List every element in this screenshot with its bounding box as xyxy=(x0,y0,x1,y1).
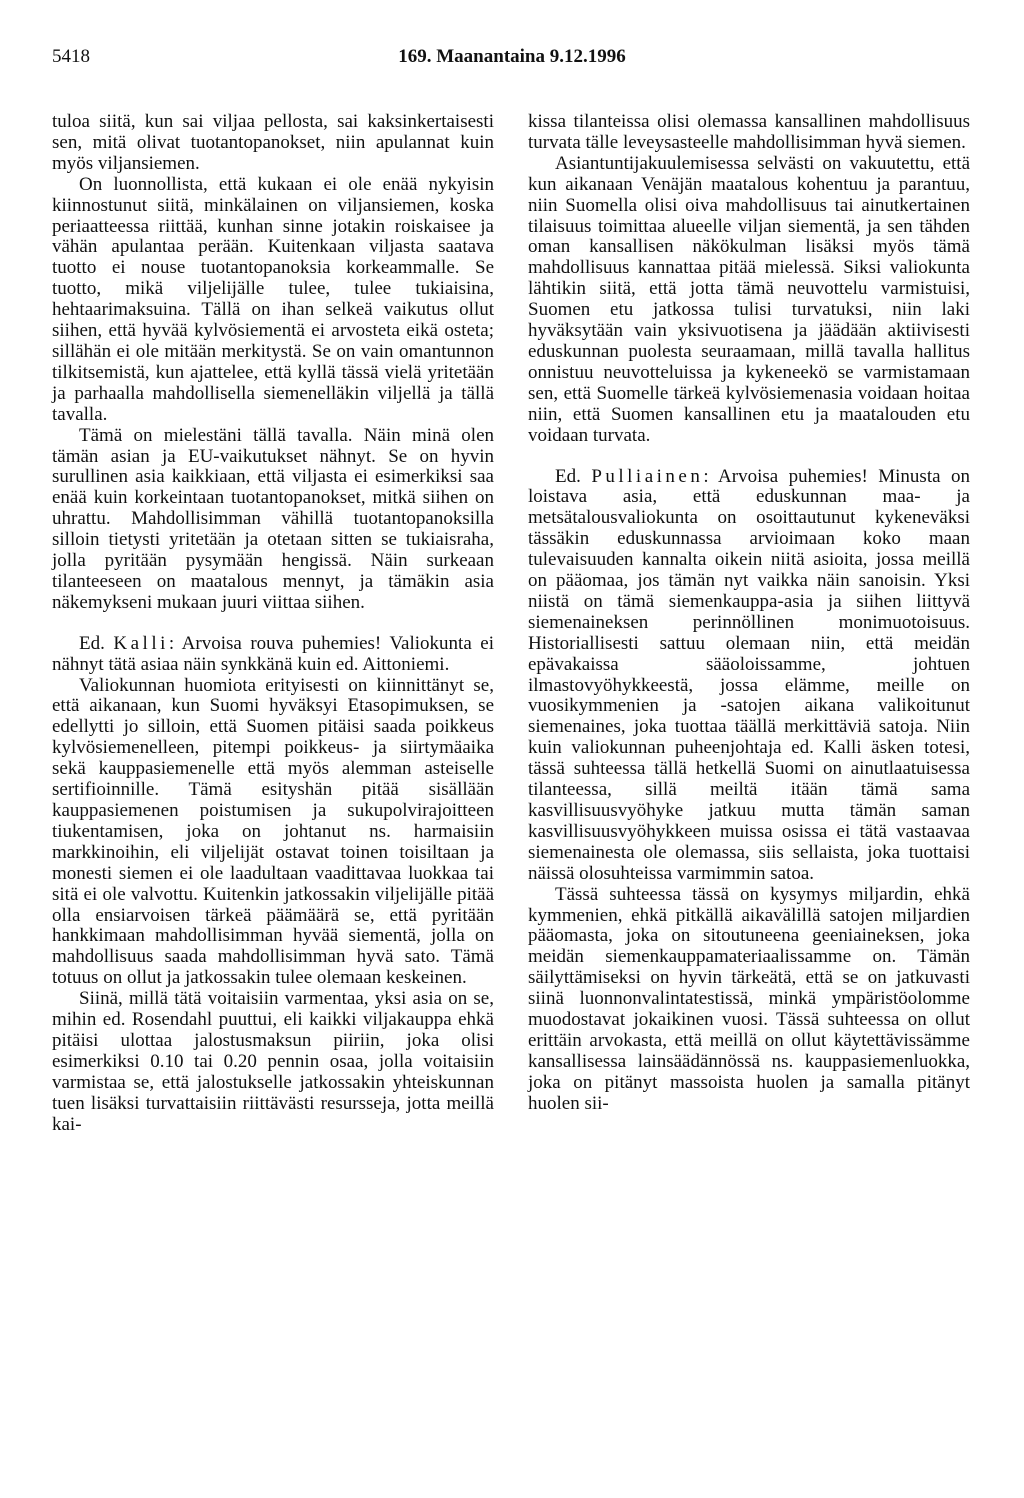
paragraph: On luonnollista, että kukaan ei ole enää nykyisin kiinnostunut siitä, minkälainen on viljansiemen, koska periaatteessa riittää, kunhan sinne jotakin roiskaisee ja vähän apulantaa perään. Kuitenkaan viljasta saatava tuotto ei nouse tuotantopanoksia korkeammalle. Se tuotto, mikä viljelijälle tulee, tulee tukiaisina, hehtaarimaksuina. Tällä on ihan selkeä vaikutus ollut siihen, että hyvää kylvösiementä ei arvosteta eikä osteta; sillähän ei ole mitään merkitystä. Se on vain omantunnon tilkitsemistä, kun ajattelee, että kyllä tässä vielä yritetään ja parhaalla mahdollisella siemenelläkin viljellä ja tällä tavalla. xyxy=(52,173,494,425)
paragraph: Tämä on mielestäni tällä tavalla. Näin minä olen tämän asian ja EU-vaikutukset nähnyt. Se on hyvin surullinen asia kaikkiaan, että viljasta ei esimerkiksi saa enää kuin korkeintaan tuotantopanokset, mitkä siihen on uhrattu. Mahdollisimman vähillä tuotantopanoksilla silloin tietysti yritetään ja otetaan sitten se tukiaisraha, jolla pyritään pysymään hengissä. Näin surkeaan tilanteeseen on maatalous mennyt, ja tämäkin asia näkemykseni mukaan juuri viittaa siihen. xyxy=(52,424,494,613)
paragraph: Asiantuntijakuulemisessa selvästi on vakuutettu, että kun aikanaan Venäjän maatalous kohentuu ja parantuu, niin Suomella olisi oiva mahdollisuus tai ainutkertainen tilaisuus toimittaa alueelle viljan siementä, ja sen tähden oman kansallisen näkökulman lisäksi myös tämä mahdollisuus kannattaa pitää mielessä. Siksi valiokunta lähtikin siitä, että jotta tämä neuvottelu varmistuisi, Suomen etu jatkossa tulisi turvatuksi, niin laki hyväksytään vain yksivuotisena ja jäädään aktiivisesti eduskunnan puolesta seuraamaan, millä tavalla hallitus onnistuu neuvotteluissa ja kykeneekö se varmistamaan sen, että Suomelle tärkeä kylvösiemenasia voidaan hoitaa niin, että Suomen kansallinen etu ja maatalouden etu voidaan turvata. xyxy=(528,152,970,446)
paragraph: Tässä suhteessa tässä on kysymys miljardin, ehkä kymmenien, ehkä pitkällä aikavälillä satojen miljardien pääomasta, joka on sitoutuneena geeniaineksen, joka meidän siemenkauppamateriaalissamme on. Tämän säilyttämiseksi on hyvin tärkeätä, että se on jatkuvasti siinä luonnonvalintatestissä, minkä ympäristöolomme muodostavat jokaikinen vuosi. Tässä suhteessa on ollut erittäin arvokasta, että meillä on ollut käytettävissämme kansallisessa lainsäädännössä ns. kauppasiemenluokka, joka on pitänyt massoista huolen ja samalla pitänyt huolen sii- xyxy=(528,883,970,1114)
paragraph: tuloa siitä, kun sai viljaa pellosta, sai kaksinkertaisesti sen, mitä olivat tuotantopanokset, niin apulannat kuin myös viljansiemen. xyxy=(52,111,494,174)
speaker-name: Kalli xyxy=(113,632,169,654)
speech-text: : Arvoisa rouva puhemies! Valiokunta ei nähnyt tätä asiaa näin synkkänä kuin ed. Aittoniemi. xyxy=(52,632,494,675)
paragraph: Siinä, millä tätä voitaisiin varmentaa, yksi asia on se, mihin ed. Rosendahl puuttui, eli kaikki viljakauppa ehkä pitäisi ulottaa jalostusmaksun piiriin, joka olisi esimerkiksi 0.10 tai 0.20 pennin osaa, jolla voitaisiin varmistaa se, että jalostukselle jatkossakin yhteiskunnan tuen lisäksi turvattaisiin riittävästi resursseja, jotta meillä kai- xyxy=(52,988,494,1135)
session-title: 169. Maanantaina 9.12.1996 xyxy=(398,46,626,67)
page-number: 5418 xyxy=(52,46,90,67)
speaker-paragraph xyxy=(52,634,494,676)
speaker-paragraph xyxy=(528,467,970,885)
paragraph: kissa tilanteissa olisi olemassa kansallinen mahdollisuus turvata tälle leveysasteelle mahdollisimman hyvä siemen. xyxy=(528,111,970,153)
speaker-prefix: Ed. xyxy=(79,632,114,654)
speech-text: : Arvoisa puhemies! Minusta on loistava asia, että eduskunnan maa- ja metsätalousvaliokunta on osoittautunut kykeneväksi tässäkin eduskunnassa arvioimaan koko maan tulevaisuuden kannalta oikein niitä asioita, jossa meillä on pääomaa, jos tämän nyt vaikka näin sanoisin. Yksi niistä on tämä siemenkauppa-asia ja siihen liittyvä siemenaineksen perinnöllinen monimuotoisuus. Historiallisesti sattuu olemaan niin, että meidän epävakaissa sääoloissamme, johtuen ilmastovyöhykkeestä, jossa elämme, meille on vuosikymmenien ja -satojen aikana valikoitunut siemenaines, joka tuottaa täällä merkittäviä satoja. Niin kuin valiokunnan puheenjohtaja ed. Kalli äsken totesi, tässä suhteessa tällä hetkellä Suomi on ainutlaatuisessa tilanteessa, sillä meiltä itään tämä sama kasvillisuusvyöhyke jatkuu mutta tämän saman kasvillisuusvyöhykkeen muissa osissa ei tätä vastaavaa siemenainesta ole olemassa, siis sellaista, joka tuottaisi näissä olosuhteissa varmimmin satoa. xyxy=(528,465,970,884)
right-column xyxy=(528,112,970,1115)
speaker-prefix: Ed. xyxy=(555,465,592,487)
paragraph: Valiokunnan huomiota erityisesti on kiinnittänyt se, että aikanaan, kun Suomi hyväksyi Etasopimuksen, se edellytti jo silloin, että Suomen pitäisi saada poikkeus kylvösiemenelleen, pitempi poikkeus- ja siirtymäaika sekä kauppasiemenelle että myös alemman asteiselle sertifioinnille. Tämä esityshän pitää sisällään kauppasiemenen poistumisen ja sukupolvirajoitteen tiukentamisen, joka on johtanut ns. harmaisiin markkinoihin, eli viljelijät ostavat toinen toisiltaan ja monesti siemen ei ole laadultaan vaadittavaa luokkaa tai sitä ei ole valvottu. Kuitenkin jatkossakin viljelijälle pitää olla ensiarvoisen tärkeä päämäärä se, että pyritään hankkimaan mahdollisimman hyvää siementä, jolla on mahdollisuus saada mahdollisimman hyvä sato. Tämä totuus on ollut ja jatkossakin tulee olemaan keskeinen. xyxy=(52,674,494,989)
left-column xyxy=(52,112,494,1136)
page-header xyxy=(52,46,972,72)
speaker-name: Pulliainen xyxy=(591,465,704,487)
